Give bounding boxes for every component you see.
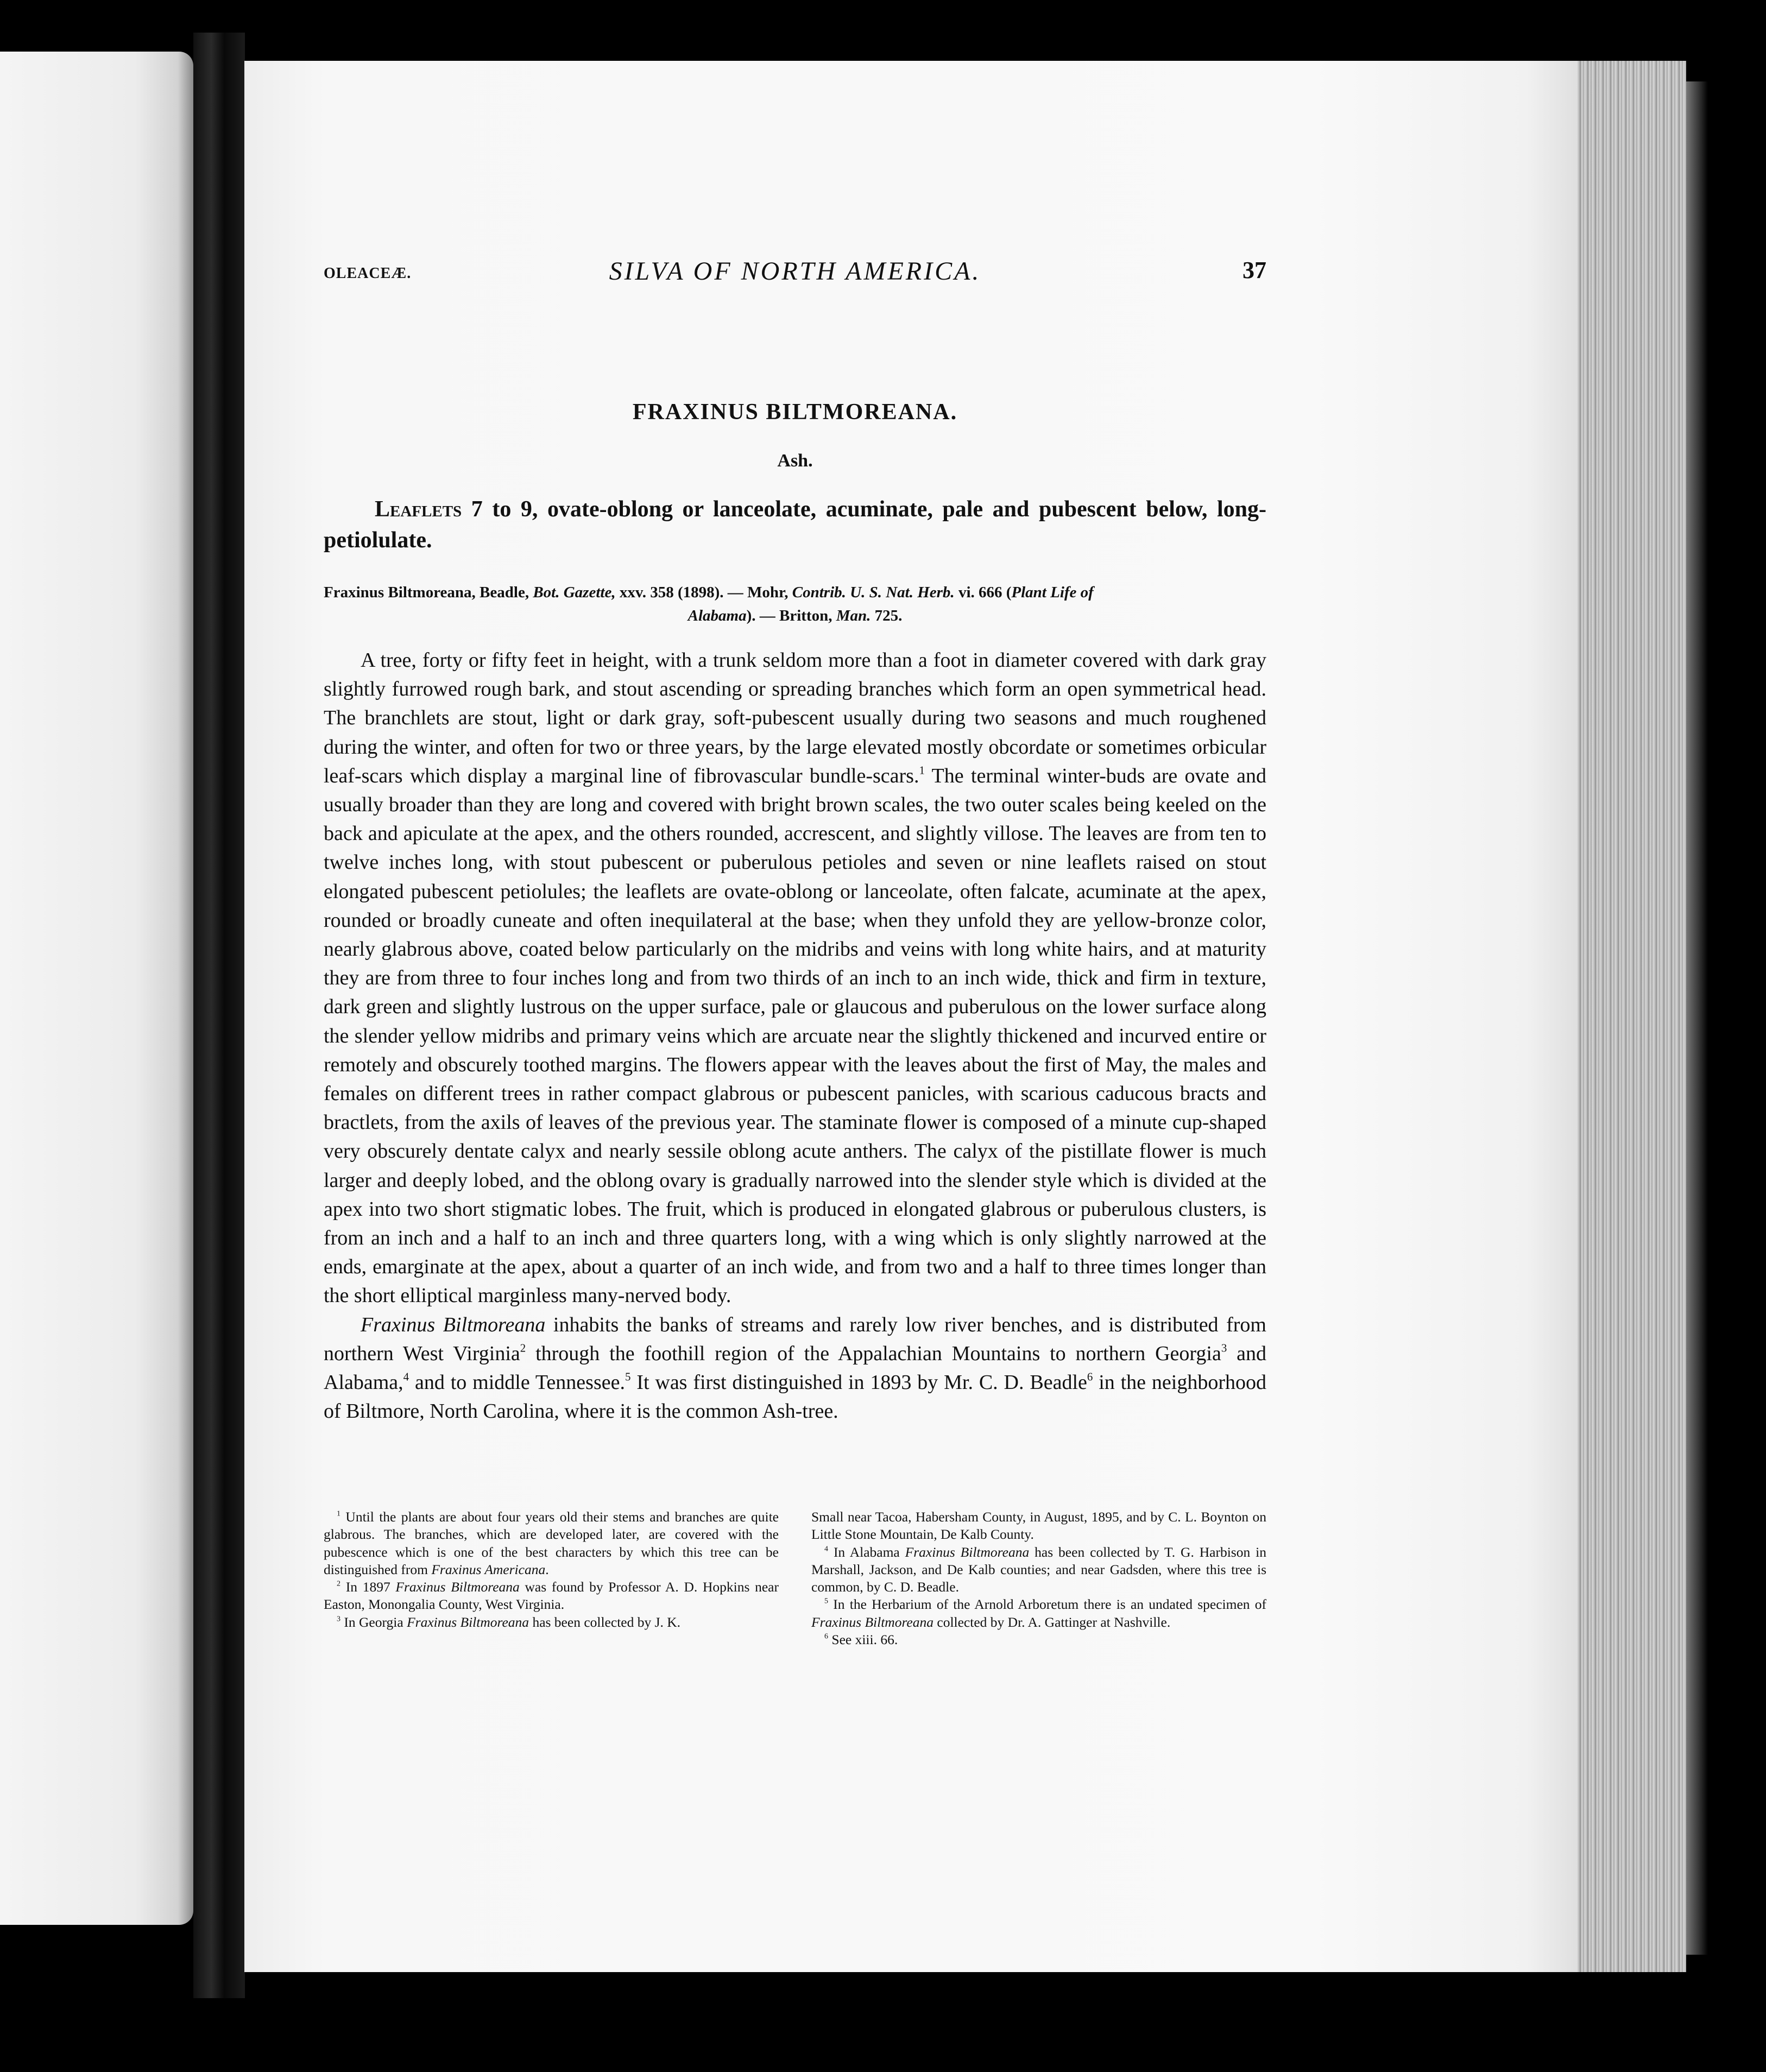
text-run: It was first distinguished in 1893 by Mr. C. D. Beadle xyxy=(630,1371,1087,1394)
text-run: collected by Dr. A. Gattinger at Nashville. xyxy=(934,1614,1171,1630)
species-name: Fraxinus Biltmoreana xyxy=(395,1579,520,1595)
text-run: In Alabama xyxy=(828,1544,905,1560)
synonymy-part: Plant Life of xyxy=(1011,584,1094,601)
description-body xyxy=(324,646,1266,1426)
running-header xyxy=(324,256,1266,294)
text-run: See xiii. 66. xyxy=(828,1632,898,1648)
diagnosis-lead: Leaflets xyxy=(375,497,462,522)
book-title: SILVA OF NORTH AMERICA. xyxy=(609,257,981,286)
diagnosis xyxy=(324,494,1266,556)
footnotes-left-column xyxy=(324,1508,779,1631)
footnote-number: 2 xyxy=(337,1580,341,1588)
text-run: . xyxy=(545,1561,549,1577)
footnote-number: 6 xyxy=(824,1632,829,1641)
footnote-number: 1 xyxy=(337,1509,341,1518)
text-run: and Alabama, xyxy=(324,1342,1267,1394)
footnote-ref: 3 xyxy=(1221,1341,1227,1355)
footnote-ref: 6 xyxy=(1087,1370,1093,1384)
text-run: The terminal winter-buds are ovate and usually broader than they are long and covered with bright brown scales, the two outer scales being keeled on the back and apiculate at the apex, and the others rounded, accrescent, and slightly villose. The leaves are from ten to twelve inches long, with stout pubescent or puberulous petioles and seven or nine leaflets raised on stout elongated pubescent petiolules; the leaflets are ovate-oblong or lanceolate, often falcate, acuminate at the apex, rounded or broadly cuneate and often inequilateral at the base; when they unfold they are yellow-bronze color, nearly glabrous above, coated below particularly on the midribs and veins with long white hairs, and at maturity they are from three to four inches long and from two thirds of an inch to an inch wide, thick and firm in texture, dark green and slightly lustrous on the upper surface, pale or glaucous and puberulous on the lower surface along the slender yellow midribs and primary veins which are arcuate near the slightly thickened and incurved entire or remotely and obscurely toothed margins. The flowers appear with the leaves about the first of May, the males and females on different trees in rather compact glabrous or pubescent panicles, with scarious caducous bracts and bractlets, from the axils of leaves of the previous year. The staminate flower is composed of a minute cup-shaped very obscurely dentate calyx and nearly sessile oblong acute anthers. The calyx of the pistillate flower is much larger and deeply lobed, and the oblong ovary is gradually narrowed into the slender style which is divided at the apex into two short stigmatic lobes. The fruit, which is produced in elongated glabrous or puberulous clusters, is from an inch and a half to an inch and three quarters long, with a wing which is only slightly narrowed at the ends, emarginate at the apex, about a quarter of an inch wide, and from two and a half to three times longer than the short elliptical marginless many-nerved body. xyxy=(324,764,1266,1307)
species-name: Fraxinus Biltmoreana xyxy=(361,1313,546,1336)
synonymy-line-2 xyxy=(324,604,1266,628)
footnote-ref: 2 xyxy=(520,1341,526,1355)
text-run: In 1897 xyxy=(340,1579,396,1595)
synonymy-part: 725. xyxy=(871,607,903,624)
text-run: through the foothill region of the Appalachian Mountains to northern Georgia xyxy=(526,1342,1221,1365)
footnote-number: 4 xyxy=(824,1545,829,1553)
synonymy-part: Man. xyxy=(836,607,871,624)
distribution-paragraph xyxy=(324,1311,1266,1426)
footnote-3-continued: Small near Tacoa, Habersham County, in August, 1895, and by C. L. Boynton on Little Stone Mountain, De Kalb County. xyxy=(811,1509,1266,1543)
diagnosis-text: 7 to 9, ovate-oblong or lanceolate, acuminate, pale and pubescent below, long-petiolulate. xyxy=(324,497,1266,553)
page-edge-shadow xyxy=(1686,81,1708,1955)
footnote-ref: 4 xyxy=(403,1370,409,1384)
page-number: 37 xyxy=(1242,257,1266,283)
footnote-4 xyxy=(811,1544,1266,1596)
species-title: FRAXINUS BILTMOREANA. xyxy=(632,400,958,425)
synonymy-part: Contrib. U. S. Nat. Herb. xyxy=(792,584,955,601)
footnote-6 xyxy=(811,1631,1266,1648)
page-stack-edges xyxy=(1578,61,1686,1972)
text-run: In Georgia xyxy=(340,1614,407,1630)
synonymy-part: Fraxinus Biltmoreana, Beadle, xyxy=(324,584,533,601)
footnote-3 xyxy=(324,1614,779,1631)
species-name: Fraxinus Americana xyxy=(431,1561,546,1577)
footnote-2 xyxy=(324,1578,779,1614)
synonymy-part: xxv. 358 (1898). — Mohr, xyxy=(615,584,792,601)
footnote-1 xyxy=(324,1508,779,1578)
footnotes xyxy=(324,1508,1266,1715)
text-run: inhabits the banks of streams and rarely low river benches, and is distributed from northern West Virginia xyxy=(324,1313,1266,1365)
text-run: has been collected by T. G. Harbison in Marshall, Jackson, and De Kalb counties; and near Gadsden, where this tree is common, by C. D. Beadle. xyxy=(811,1544,1266,1595)
text-run: Until the plants are about four years old their stems and branches are quite glabrous. The branches, which are developed later, are covered with the pubescence which is one of the best characters by which this tree can be distinguished from xyxy=(324,1509,779,1577)
footnotes-right-column xyxy=(811,1508,1266,1648)
synonymy-part: ). — Britton, xyxy=(746,607,836,624)
book-gutter xyxy=(193,33,245,1998)
text-run: A tree, forty or fifty feet in height, with a trunk seldom more than a foot in diameter covered with dark gray slightly furrowed rough bark, and stout ascending or spreading branches which form an open symmetrical head. The branchlets are stout, light or dark gray, soft-pubescent usually during two seasons and much roughened during the winter, and often for two or three years, by the large elevated mostly obcordate or sometimes orbicular leaf-scars which display a marginal line of fibrovascular bundle-scars. xyxy=(324,649,1266,787)
text-run: was found by Professor A. D. Hopkins near Easton, Monongalia County, West Virginia. xyxy=(324,1579,779,1613)
synonymy xyxy=(324,581,1266,628)
family-name: OLEACEÆ. xyxy=(324,265,412,282)
footnote-5 xyxy=(811,1596,1266,1631)
synonymy-part: Bot. Gazette, xyxy=(533,584,616,601)
footnote-number: 3 xyxy=(337,1615,341,1624)
text-run: has been collected by J. K. xyxy=(529,1614,681,1630)
text-run: In the Herbarium of the Arnold Arboretum there is an undated specimen of xyxy=(828,1596,1266,1613)
left-page-edge xyxy=(0,52,193,1925)
common-name: Ash. xyxy=(777,451,813,471)
species-name: Fraxinus Biltmoreana xyxy=(811,1614,934,1630)
footnote-ref: 1 xyxy=(919,763,925,777)
footnote-ref: 5 xyxy=(625,1370,631,1384)
text-run: and to middle Tennessee. xyxy=(409,1371,625,1394)
description-paragraph xyxy=(324,646,1266,1311)
text-run: in the neighborhood of Biltmore, North Carolina, where it is the common Ash-tree. xyxy=(324,1371,1266,1423)
synonymy-part: vi. 666 ( xyxy=(954,584,1012,601)
species-name: Fraxinus Biltmoreana xyxy=(407,1614,529,1630)
species-name: Fraxinus Biltmoreana xyxy=(905,1544,1030,1560)
footnote-number: 5 xyxy=(824,1597,829,1606)
synonymy-part: Alabama xyxy=(688,607,747,624)
